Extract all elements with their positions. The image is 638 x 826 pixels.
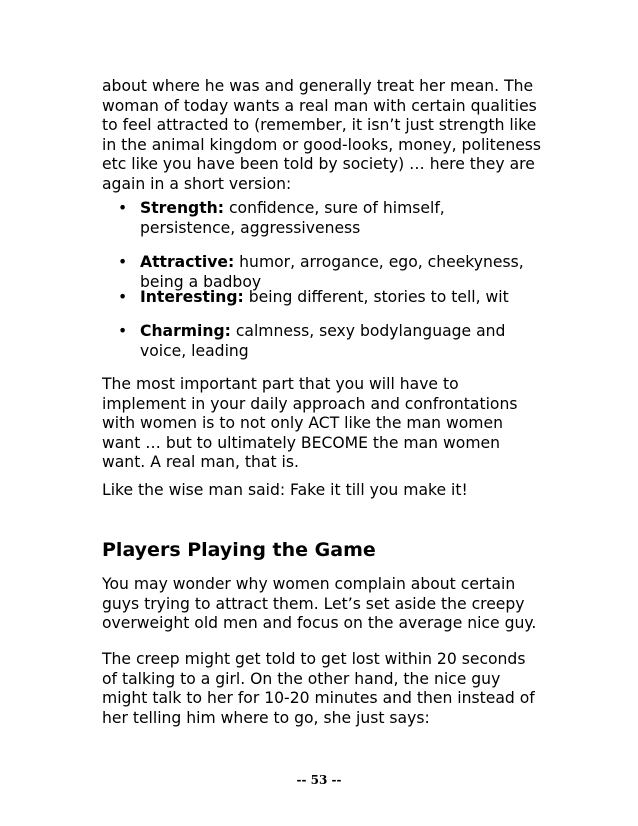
quality-term: Attractive:: [140, 253, 235, 271]
quality-desc: being different, stories to tell, wit: [243, 288, 509, 306]
implement-paragraph: The most important part that you will have to implement in your daily approach and confrontations with women is to not only ACT like the man women want … but to ultimately BECOME the man women want. A real man, that is.: [102, 375, 518, 471]
wonder-paragraph: You may wonder why women complain about certain guys trying to attract them. Let’s set aside the creepy overweight old men and focus on the average nice guy.: [102, 575, 537, 632]
bullet-icon: •: [118, 322, 128, 340]
wise-paragraph: Like the wise man said: Fake it till you make it!: [102, 481, 468, 499]
quality-desc: calmness, sexy bodylanguage and voice, leading: [140, 322, 506, 360]
section-heading: Players Playing the Game: [102, 539, 376, 561]
quality-term: Interesting:: [140, 288, 244, 306]
quality-term: Strength:: [140, 199, 225, 217]
quality-desc: humor, arrogance, ego, cheekyness, being a badboy: [140, 253, 524, 291]
creep-paragraph: The creep might get told to get lost within 20 seconds of talking to a girl. On the other hand, the nice guy might talk to her for 10-20 minutes and then instead of her telling him where to go, she just says:: [102, 650, 535, 727]
page-number: -- 53 --: [296, 773, 342, 787]
bullet-icon: •: [118, 253, 128, 271]
bullet-icon: •: [118, 199, 128, 217]
quality-term: Charming:: [140, 322, 231, 340]
quality-desc: confidence, sure of himself, persistence, aggressiveness: [140, 199, 445, 237]
bullet-icon: •: [118, 288, 128, 306]
intro-paragraph: about where he was and generally treat her mean. The woman of today wants a real man with certain qualities to feel attracted to (remember, it isn’t just strength like in the animal kingdom or good-looks, money, politeness etc like you have been told by society) … here they are again in a short version:: [102, 77, 542, 193]
